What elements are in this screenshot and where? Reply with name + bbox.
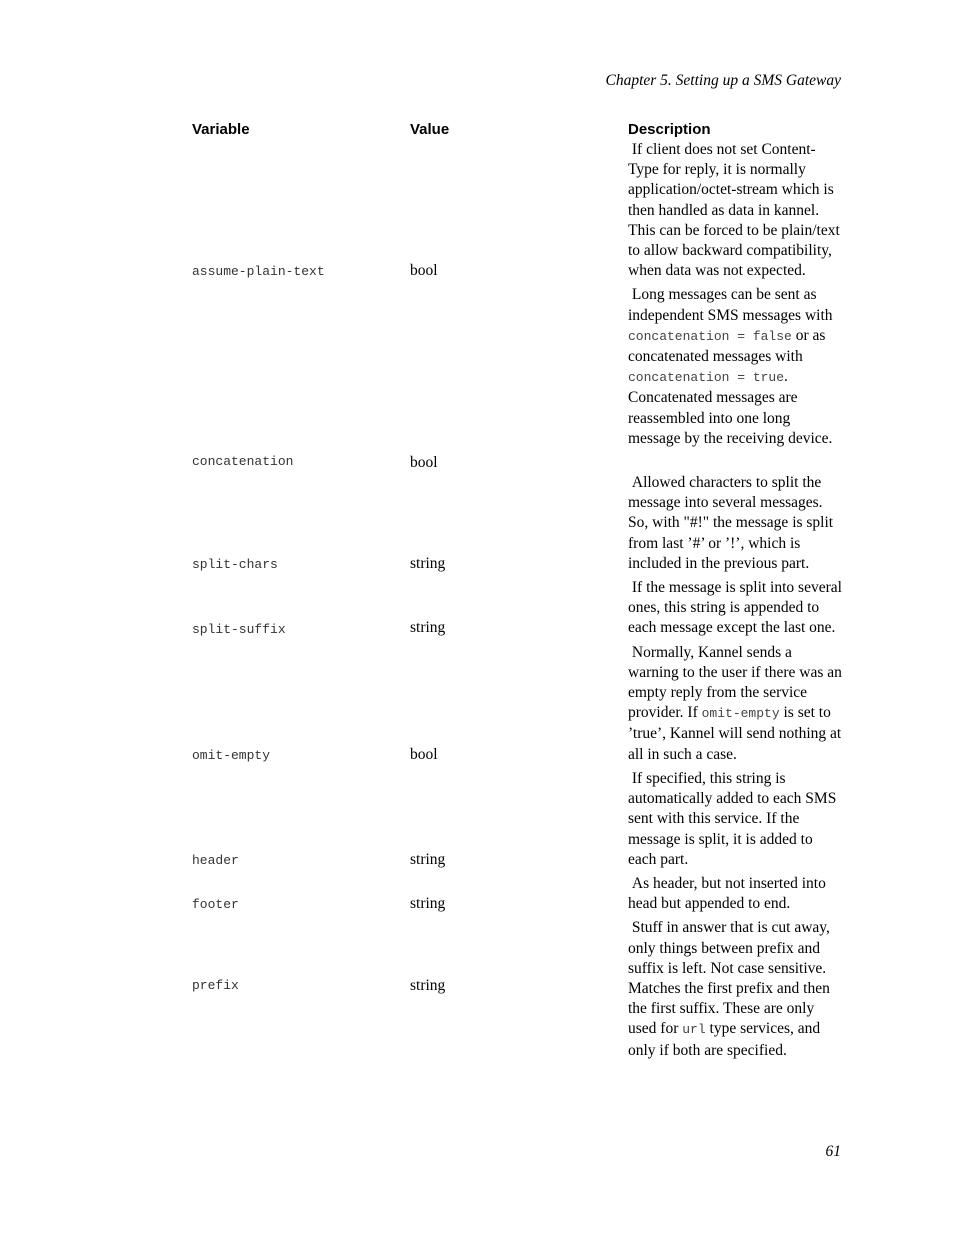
variable-cell: split-suffix	[192, 621, 286, 637]
header-variable: Variable	[192, 121, 250, 138]
header-description: Description	[628, 121, 711, 138]
table-row	[192, 473, 842, 574]
description-text: Stuff in answer that is cut away, only things between prefix and suffix is left. Not case sensitive. Matches the first prefix and then the first suffix. These are only used for	[628, 919, 830, 1038]
table-row	[192, 578, 842, 639]
code-snippet: concatenation = false	[628, 328, 792, 344]
variable-cell: concatenation	[192, 454, 294, 470]
table-header-row	[192, 114, 842, 138]
parameter-table	[192, 114, 842, 1065]
description-cell	[628, 643, 842, 765]
description-text: is set to ’true’, Kannel will send nothing at all in such a case.	[628, 704, 842, 763]
description-text: or as concatenated messages with	[628, 326, 826, 366]
description-text: Normally, Kannel sends a warning to the user if there was an empty reply from the service provider. If	[628, 643, 842, 722]
header-value: Value	[410, 121, 450, 138]
table-row	[192, 874, 842, 914]
code-snippet: url	[682, 1022, 706, 1038]
description-cell	[628, 769, 842, 870]
page-number: 61	[825, 1143, 841, 1160]
value-cell: string	[410, 850, 446, 868]
description-text: If client does not set Content-Type for reply, it is normally application/octet-stream which is then handled as data in kannel. This can be forced to be plain/text to allow backward compatibility, when data was not expected.	[628, 141, 840, 280]
variable-cell: assume-plain-text	[192, 264, 325, 280]
description-text: . Concatenated messages are reassembled into one long message by the receiving device.	[628, 368, 833, 447]
table-row	[192, 918, 842, 1060]
variable-cell: omit-empty	[192, 747, 271, 763]
description-text: If the message is split into several ones, this string is appended to each message except the last one.	[628, 579, 842, 637]
code-snippet: concatenation = true	[628, 370, 785, 386]
variable-cell: split-chars	[192, 557, 278, 573]
variable-cell: prefix	[192, 978, 239, 994]
description-text: As header, but not inserted into head but appended to end.	[628, 874, 826, 913]
description-cell	[628, 918, 842, 1060]
description-cell	[628, 140, 842, 281]
description-text: If specified, this string is automatically added to each SMS sent with this service. If the message is split, it is added to each part.	[628, 769, 837, 868]
description-text: Long messages can be sent as independent SMS messages with	[628, 286, 833, 324]
description-text: type services, and only if both are specified.	[628, 1020, 821, 1059]
table-row	[192, 769, 842, 870]
table-row	[192, 140, 842, 281]
description-cell	[628, 285, 842, 469]
variable-cell: header	[192, 852, 239, 868]
variable-cell: footer	[192, 897, 239, 913]
code-snippet: omit-empty	[701, 706, 780, 722]
running-header: Chapter 5. Setting up a SMS Gateway	[605, 72, 841, 89]
table-row	[192, 643, 842, 765]
value-cell: bool	[410, 262, 438, 280]
value-cell: string	[410, 895, 446, 913]
value-cell: string	[410, 554, 446, 572]
description-cell	[628, 578, 842, 639]
value-cell: bool	[410, 453, 438, 471]
value-cell: string	[410, 619, 446, 637]
description-text: Allowed characters to split the message into several messages. So, with "#!" the message is split from last ’#’ or ’!’, which is included in the previous part.	[628, 474, 834, 572]
description-cell	[628, 473, 842, 574]
value-cell: bool	[410, 745, 438, 763]
table-row	[192, 285, 842, 469]
description-cell	[628, 874, 842, 914]
value-cell: string	[410, 977, 446, 995]
